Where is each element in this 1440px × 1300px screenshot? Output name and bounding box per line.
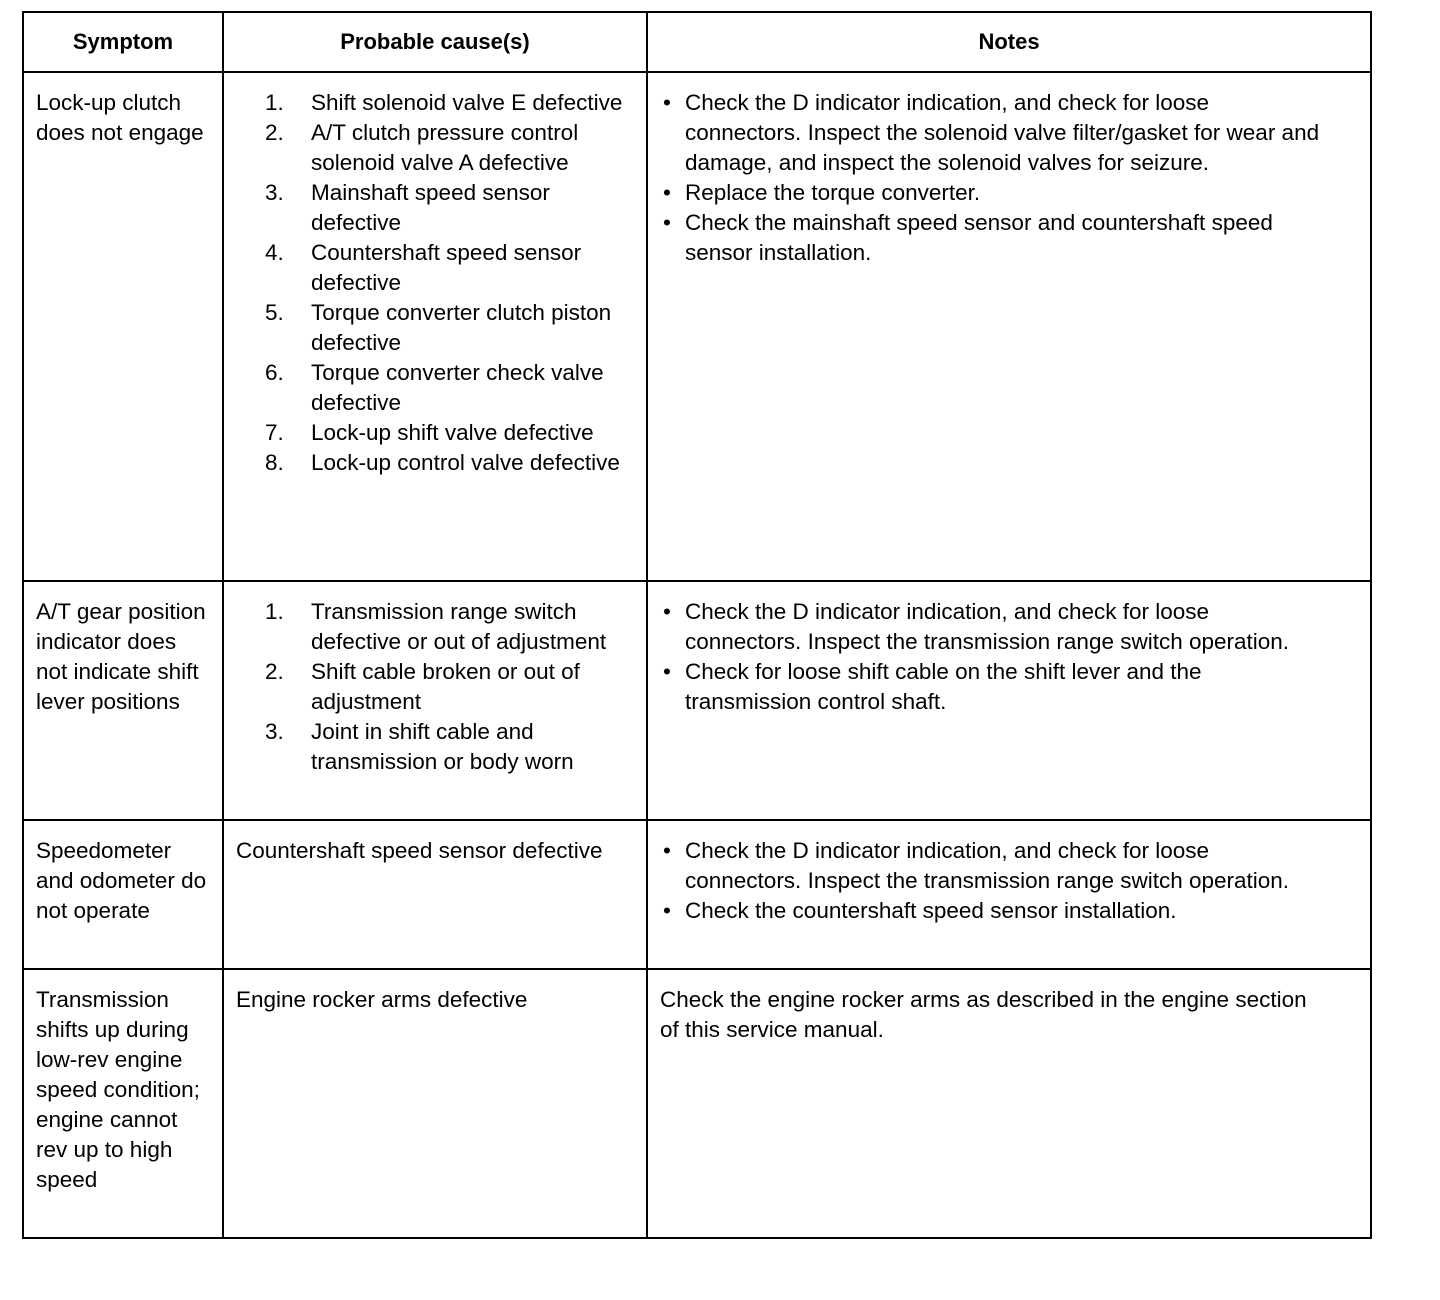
symptom-cell: A/T gear position indicator does not indicate shift lever positions	[23, 581, 223, 820]
cause-item	[236, 238, 636, 298]
cause-item	[236, 118, 636, 178]
note-item: • Check the countershaft speed sensor installation.	[660, 896, 1330, 926]
symptom-cell: Transmission shifts up during low-rev engine speed condition; engine cannot rev up to high speed	[23, 969, 223, 1238]
cause-number: 8.	[265, 450, 284, 475]
cause-number: 3.	[265, 180, 284, 205]
cause-text: Joint in shift cable and transmission or body worn	[311, 719, 574, 774]
header-notes: Notes	[647, 12, 1371, 72]
note-item: • Check the mainshaft speed sensor and countershaft speed sensor installation.	[660, 208, 1330, 268]
cause-item	[236, 717, 636, 777]
cause-list	[236, 597, 636, 777]
cause-number: 5.	[265, 300, 284, 325]
note-item: • Check the D indicator indication, and check for loose connectors. Inspect the solenoid valve filter/gasket for wear and damage, and inspect the solenoid valves for seizure.	[660, 88, 1330, 178]
cause-number: 2.	[265, 659, 284, 684]
notes-list	[660, 836, 1330, 926]
cause-number: 4.	[265, 240, 284, 265]
troubleshooting-table	[22, 11, 1372, 1239]
cause-cell	[223, 581, 647, 820]
cause-item	[236, 448, 636, 478]
header-probable-causes: Probable cause(s)	[223, 12, 647, 72]
cause-cell: Engine rocker arms defective	[223, 969, 647, 1238]
note-item: • Check the D indicator indication, and check for loose connectors. Inspect the transmission range switch operation.	[660, 597, 1330, 657]
cause-item	[236, 657, 636, 717]
cause-text: Torque converter clutch piston defective	[311, 300, 612, 355]
cause-text: Torque converter check valve defective	[311, 360, 604, 415]
cause-number: 6.	[265, 360, 284, 385]
notes-cell	[647, 72, 1371, 581]
symptom-cell: Lock-up clutch does not engage	[23, 72, 223, 581]
note-item: • Check the D indicator indication, and check for loose connectors. Inspect the transmission range switch operation.	[660, 836, 1330, 896]
table-row	[23, 581, 1371, 820]
table-row	[23, 969, 1371, 1238]
cause-item	[236, 88, 636, 118]
cause-text: A/T clutch pressure control solenoid valve A defective	[311, 120, 579, 175]
note-item: • Check for loose shift cable on the shift lever and the transmission control shaft.	[660, 657, 1330, 717]
cause-text: Mainshaft speed sensor defective	[311, 180, 550, 235]
cause-text: Countershaft speed sensor defective	[311, 240, 582, 295]
cause-cell: Countershaft speed sensor defective	[223, 820, 647, 969]
cause-text: Shift solenoid valve E defective	[311, 90, 623, 115]
cause-item	[236, 418, 636, 448]
cause-number: 7.	[265, 420, 284, 445]
cause-item	[236, 178, 636, 238]
table-header-row	[23, 12, 1371, 72]
cause-item	[236, 358, 636, 418]
cause-item	[236, 597, 636, 657]
symptom-cell: Speedometer and odometer do not operate	[23, 820, 223, 969]
cause-number: 2.	[265, 120, 284, 145]
cause-cell	[223, 72, 647, 581]
cause-number: 1.	[265, 90, 284, 115]
cause-text: Lock-up control valve defective	[311, 450, 620, 475]
notes-list	[660, 88, 1330, 268]
table-row	[23, 820, 1371, 969]
table-row	[23, 72, 1371, 581]
cause-number: 3.	[265, 719, 284, 744]
notes-cell: Check the engine rocker arms as described in the engine section of this service manual.	[647, 969, 1371, 1238]
notes-list	[660, 597, 1330, 717]
header-symptom: Symptom	[23, 12, 223, 72]
cause-text: Transmission range switch defective or out of adjustment	[311, 599, 607, 654]
cause-number: 1.	[265, 599, 284, 624]
cause-item	[236, 298, 636, 358]
cause-text: Lock-up shift valve defective	[311, 420, 594, 445]
notes-cell	[647, 581, 1371, 820]
cause-list	[236, 88, 636, 478]
note-item: • Replace the torque converter.	[660, 178, 1330, 208]
notes-cell	[647, 820, 1371, 969]
cause-text: Shift cable broken or out of adjustment	[311, 659, 580, 714]
